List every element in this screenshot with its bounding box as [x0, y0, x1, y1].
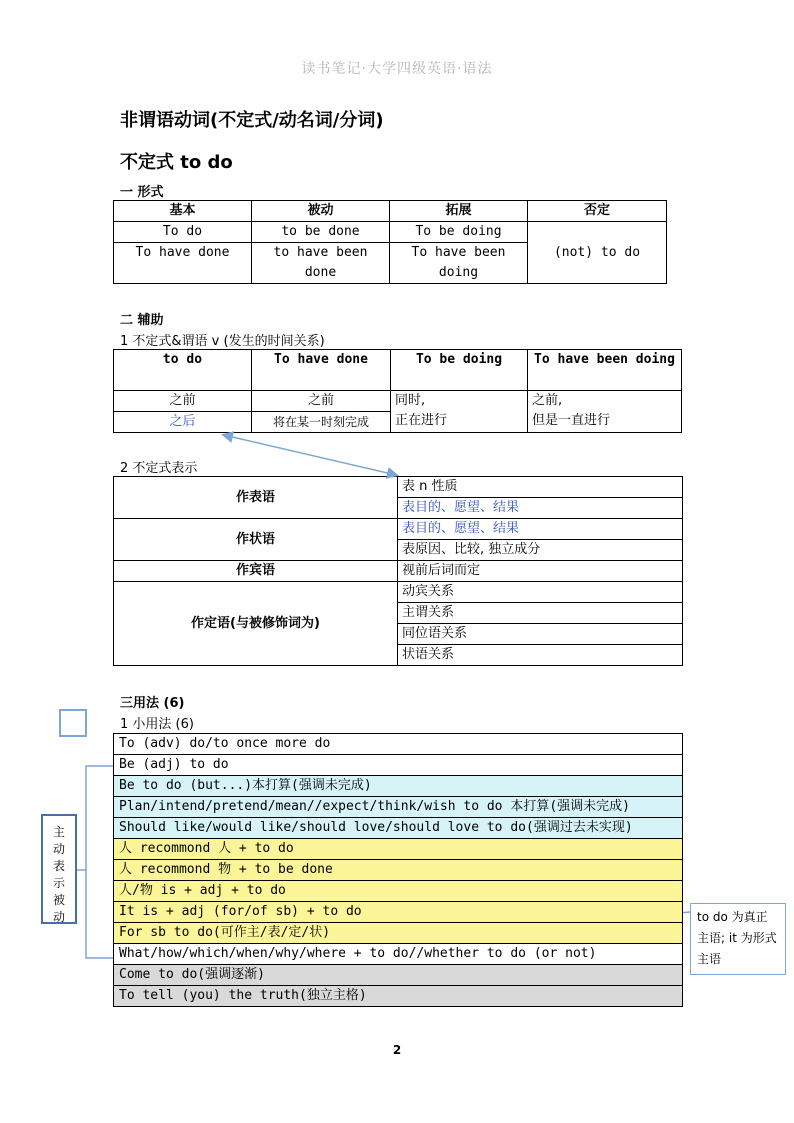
- section1-label: 一 形式: [120, 185, 164, 200]
- role-item: 主谓关系: [398, 603, 683, 624]
- side-note: [41, 814, 77, 924]
- form-cell: to be done: [252, 222, 390, 243]
- page-header: 读书笔记·大学四级英语·语法: [301, 61, 493, 77]
- time-cell: 之前,: [532, 393, 563, 408]
- role-item: 表目的、愿望、结果: [398, 519, 683, 540]
- section2-label: 二 辅助: [120, 313, 164, 328]
- role-adverbial: 作状语: [114, 519, 398, 561]
- usage-row: To tell (you) the truth(独立主格): [114, 986, 683, 1007]
- form-cell: To have been doing: [390, 243, 528, 284]
- form-cell: To do: [114, 222, 252, 243]
- header-extend: 拓展: [390, 201, 528, 222]
- time-header: To be doing: [391, 350, 528, 391]
- section2-sub1: 1 不定式&谓语 v (发生的时间关系): [120, 334, 325, 349]
- usage-row: It is + adj (for/of sb) + to do: [114, 902, 683, 923]
- right-note: to do 为真正主语; it 为形式主语: [690, 903, 786, 975]
- role-object: 作宾语: [114, 561, 398, 582]
- usage-table: [113, 733, 683, 1007]
- form-neg: (not) to do: [528, 222, 667, 284]
- header-passive: 被动: [252, 201, 390, 222]
- time-header: to do: [114, 350, 252, 391]
- time-cell: 之前: [114, 391, 252, 412]
- header-basic: 基本: [114, 201, 252, 222]
- usage-row: Should like/would like/should love/should love to do(强调过去未实现): [114, 818, 683, 839]
- time-cell: 将在某一时刻完成: [252, 412, 391, 433]
- role-item: 表目的、愿望、结果: [398, 498, 683, 519]
- time-header: To have been doing: [528, 350, 682, 391]
- time-cell: 但是一直进行: [532, 413, 611, 428]
- time-cell: 之前: [252, 391, 391, 412]
- usage-row: 人/物 is + adj + to do: [114, 881, 683, 902]
- section3-sub: 1 小用法 (6): [120, 717, 194, 732]
- usage-row: Plan/intend/pretend/mean//expect/think/wish to do 本打算(强调未完成): [114, 797, 683, 818]
- form-cell: to have been done: [252, 243, 390, 284]
- role-item: 视前后词而定: [398, 561, 683, 582]
- usage-row: To (adv) do/to once more do: [114, 734, 683, 755]
- usage-row: Be (adj) to do: [114, 755, 683, 776]
- role-item: 动宾关系: [398, 582, 683, 603]
- section-title: 不定式 to do: [120, 152, 233, 173]
- page-number: 2: [392, 1043, 402, 1057]
- side-note-text: 主动表示被动: [52, 825, 65, 924]
- role-attributive: 作定语(与被修饰词为): [114, 582, 398, 666]
- usage-row: What/how/which/when/why/where + to do//whether to do (or not): [114, 944, 683, 965]
- role-item: 同位语关系: [398, 624, 683, 645]
- time-cell: 正在进行: [395, 413, 448, 428]
- page-title: 非谓语动词(不定式/动名词/分词): [120, 110, 384, 131]
- time-cell-after: 之后: [114, 412, 252, 433]
- section3-label: 三用法 (6): [120, 696, 185, 711]
- role-item: 表原因、比较, 独立成分: [398, 540, 683, 561]
- usage-row: For sb to do(可作主/表/定/状): [114, 923, 683, 944]
- role-predicative: 作表语: [114, 477, 398, 519]
- time-header: To have done: [252, 350, 391, 391]
- role-item: 表 n 性质: [398, 477, 683, 498]
- usage-row: Come to do(强调逐渐): [114, 965, 683, 986]
- section2-sub2: 2 不定式表示: [120, 461, 198, 476]
- empty-box: [59, 709, 87, 737]
- header-negative: 否定: [528, 201, 667, 222]
- form-cell: To have done: [114, 243, 252, 284]
- usage-row: 人 recommond 人 + to do: [114, 839, 683, 860]
- form-cell: To be doing: [390, 222, 528, 243]
- time-cell: 同时,: [395, 393, 426, 408]
- role-item: 状语关系: [398, 645, 683, 666]
- usage-row: Be to do (but...)本打算(强调未完成): [114, 776, 683, 797]
- usage-row: 人 recommond 物 + to be done: [114, 860, 683, 881]
